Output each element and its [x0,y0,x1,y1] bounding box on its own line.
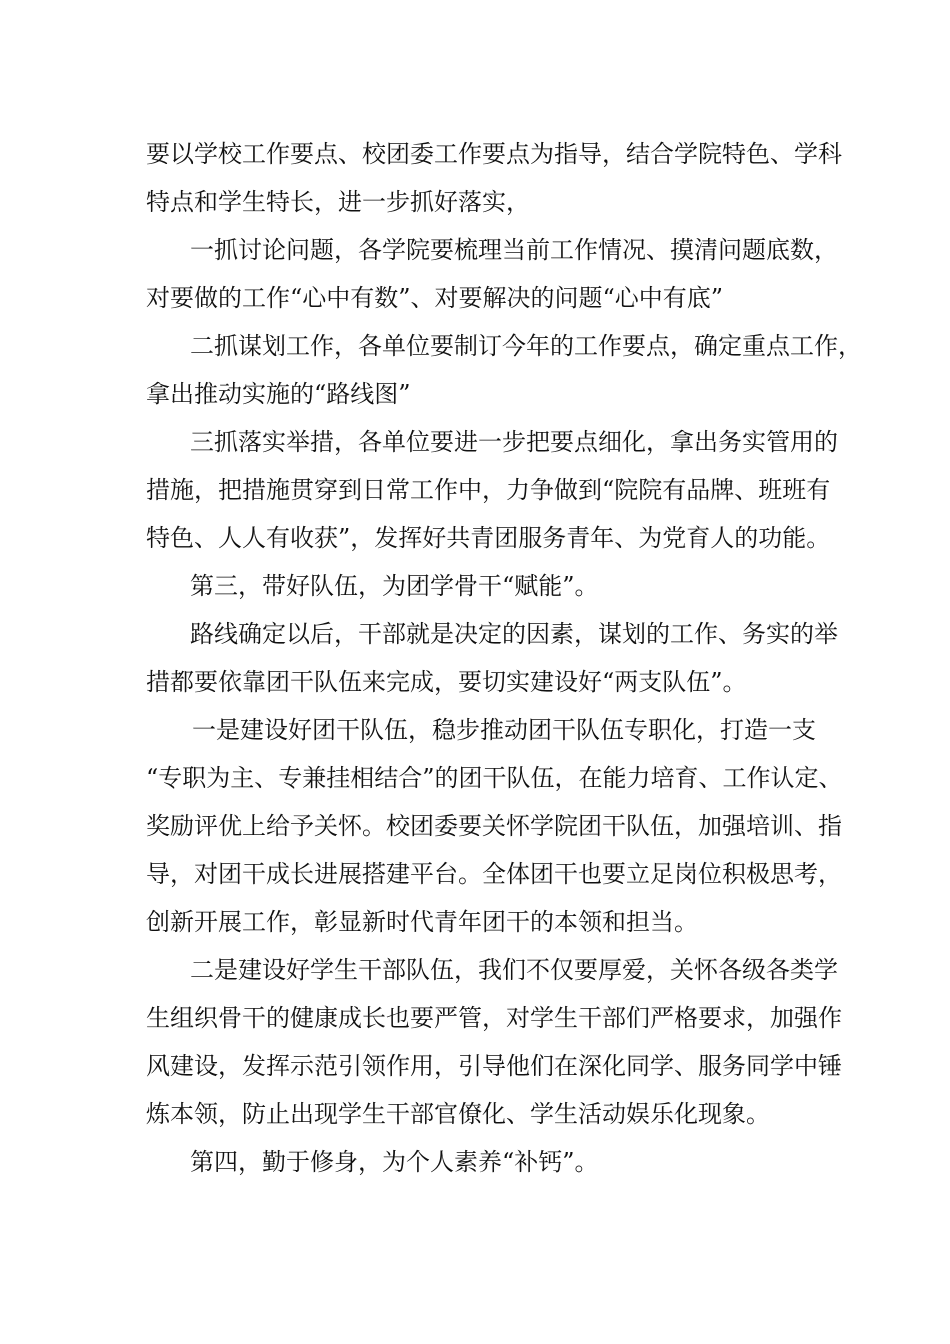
text-line: 生组织骨干的健康成长也要严管，对学生干部们严格要求，加强作 [146,1004,842,1032]
text-line: 措施，把措施贯穿到日常工作中，力争做到“院院有品牌、班班有 [146,476,831,504]
section-heading: 第四，勤于修身，为个人素养“补钙”。 [190,1148,599,1176]
text-line: 奖励评优上给予关怀。校团委要关怀学院团干队伍，加强培训、指 [146,812,842,840]
paragraph-start: 三抓落实举措，各单位要进一步把要点细化，拿出务实管用的 [190,428,838,456]
text-line: 对要做的工作“心中有数”、对要解决的问题“心中有底” [146,284,724,312]
text-line: “专职为主、专兼挂相结合”的团干队伍，在能力培育、工作认定、 [146,764,843,792]
text-line: 风建设，发挥示范引领作用，引导他们在深化同学、服务同学中锤 [146,1052,842,1080]
text-line: 特点和学生特长，进一步抓好落实， [146,188,530,216]
paragraph-start: 一抓讨论问题，各学院要梳理当前工作情况、摸清问题底数， [190,236,838,264]
text-line: 要以学校工作要点、校团委工作要点为指导，结合学院特色、学科 [146,140,842,168]
text-line: 拿出推动实施的“路线图” [146,380,411,408]
text-line: 导，对团干成长进展搭建平台。全体团干也要立足岗位积极思考， [146,860,842,888]
text-line: 炼本领，防止出现学生干部官僚化、学生活动娱乐化现象。 [146,1100,770,1128]
text-line: 特色、人人有收获”，发挥好共青团服务青年、为党育人的功能。 [146,524,831,552]
paragraph-start: 二抓谋划工作，各单位要制订今年的工作要点，确定重点工作， [190,332,862,360]
paragraph-start: 一是建设好团干队伍，稳步推动团干队伍专职化，打造一支 [192,716,816,744]
text-line: 措都要依靠团干队伍来完成，要切实建设好“两支队伍”。 [146,668,747,696]
paragraph-start: 路线确定以后，干部就是决定的因素，谋划的工作、务实的举 [190,620,838,648]
section-heading: 第三，带好队伍，为团学骨干“赋能”。 [190,572,599,600]
document-body [146,130,862,1186]
text-line: 创新开展工作，彰显新时代青年团干的本领和担当。 [146,908,698,936]
paragraph-start: 二是建设好学生干部队伍，我们不仅要厚爱，关怀各级各类学 [190,956,838,984]
